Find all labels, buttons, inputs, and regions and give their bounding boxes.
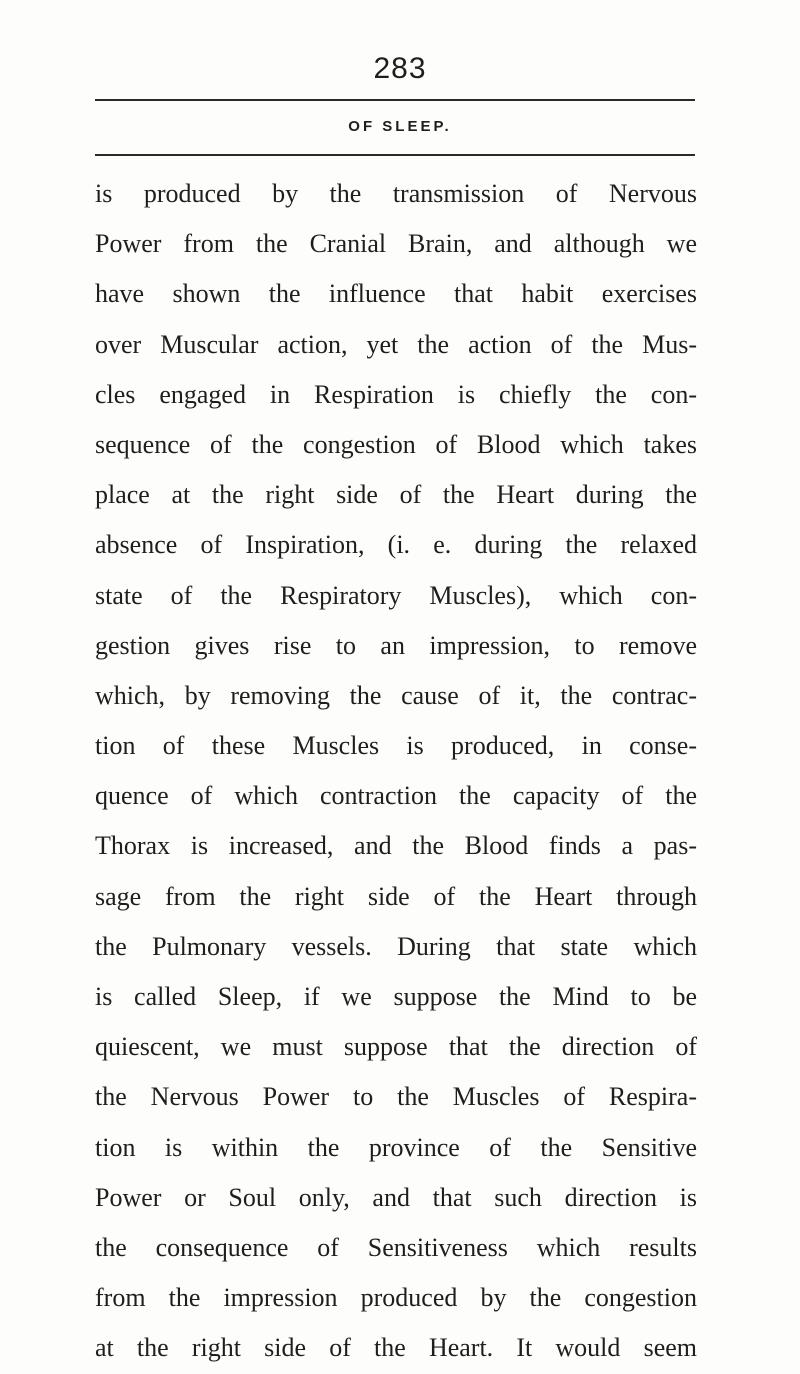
text-line: sage from the right side of the Heart through — [95, 881, 697, 911]
text-line: Power from the Cranial Brain, and although we — [95, 229, 697, 259]
text-line: the consequence of Sensitiveness which results — [95, 1232, 697, 1262]
text-line: cles engaged in Respiration is chiefly the con- — [95, 379, 697, 409]
text-line: over Muscular action, yet the action of the Mus- — [95, 329, 697, 359]
header-rule-bottom — [95, 154, 695, 156]
text-line: Power or Soul only, and that such direction is — [95, 1182, 697, 1212]
text-line: quiescent, we must suppose that the direction of — [95, 1032, 697, 1062]
text-line: place at the right side of the Heart during the — [95, 480, 697, 510]
text-line: tion of these Muscles is produced, in conse- — [95, 731, 697, 761]
text-line: is called Sleep, if we suppose the Mind to be — [95, 982, 697, 1011]
text-line: have shown the influence that habit exercises — [95, 279, 697, 309]
running-head: OF SLEEP. — [348, 118, 452, 135]
text-line: from the impression produced by the congestion — [95, 1283, 697, 1313]
text-line: the Pulmonary vessels. During that state which — [95, 931, 697, 961]
body-text — [95, 169, 697, 1374]
text-line: which, by removing the cause of it, the contrac- — [95, 680, 697, 710]
text-line: gestion gives rise to an impression, to remove — [95, 630, 697, 660]
text-line: sequence of the congestion of Blood which takes — [95, 429, 697, 459]
text-line: is produced by the transmission of Nervous — [95, 179, 697, 208]
text-line: state of the Respiratory Muscles), which con- — [95, 580, 697, 610]
text-line: Thorax is increased, and the Blood finds a pas- — [95, 831, 697, 861]
page-number: 283 — [373, 52, 427, 85]
header-rule-top — [95, 99, 695, 101]
text-line: tion is within the province of the Sensitive — [95, 1132, 697, 1162]
text-line: the Nervous Power to the Muscles of Respira- — [95, 1082, 697, 1112]
text-line: at the right side of the Heart. It would seem — [95, 1333, 697, 1363]
text-line: quence of which contraction the capacity of the — [95, 781, 697, 811]
text-line: absence of Inspiration, (i. e. during the relaxed — [95, 530, 697, 560]
